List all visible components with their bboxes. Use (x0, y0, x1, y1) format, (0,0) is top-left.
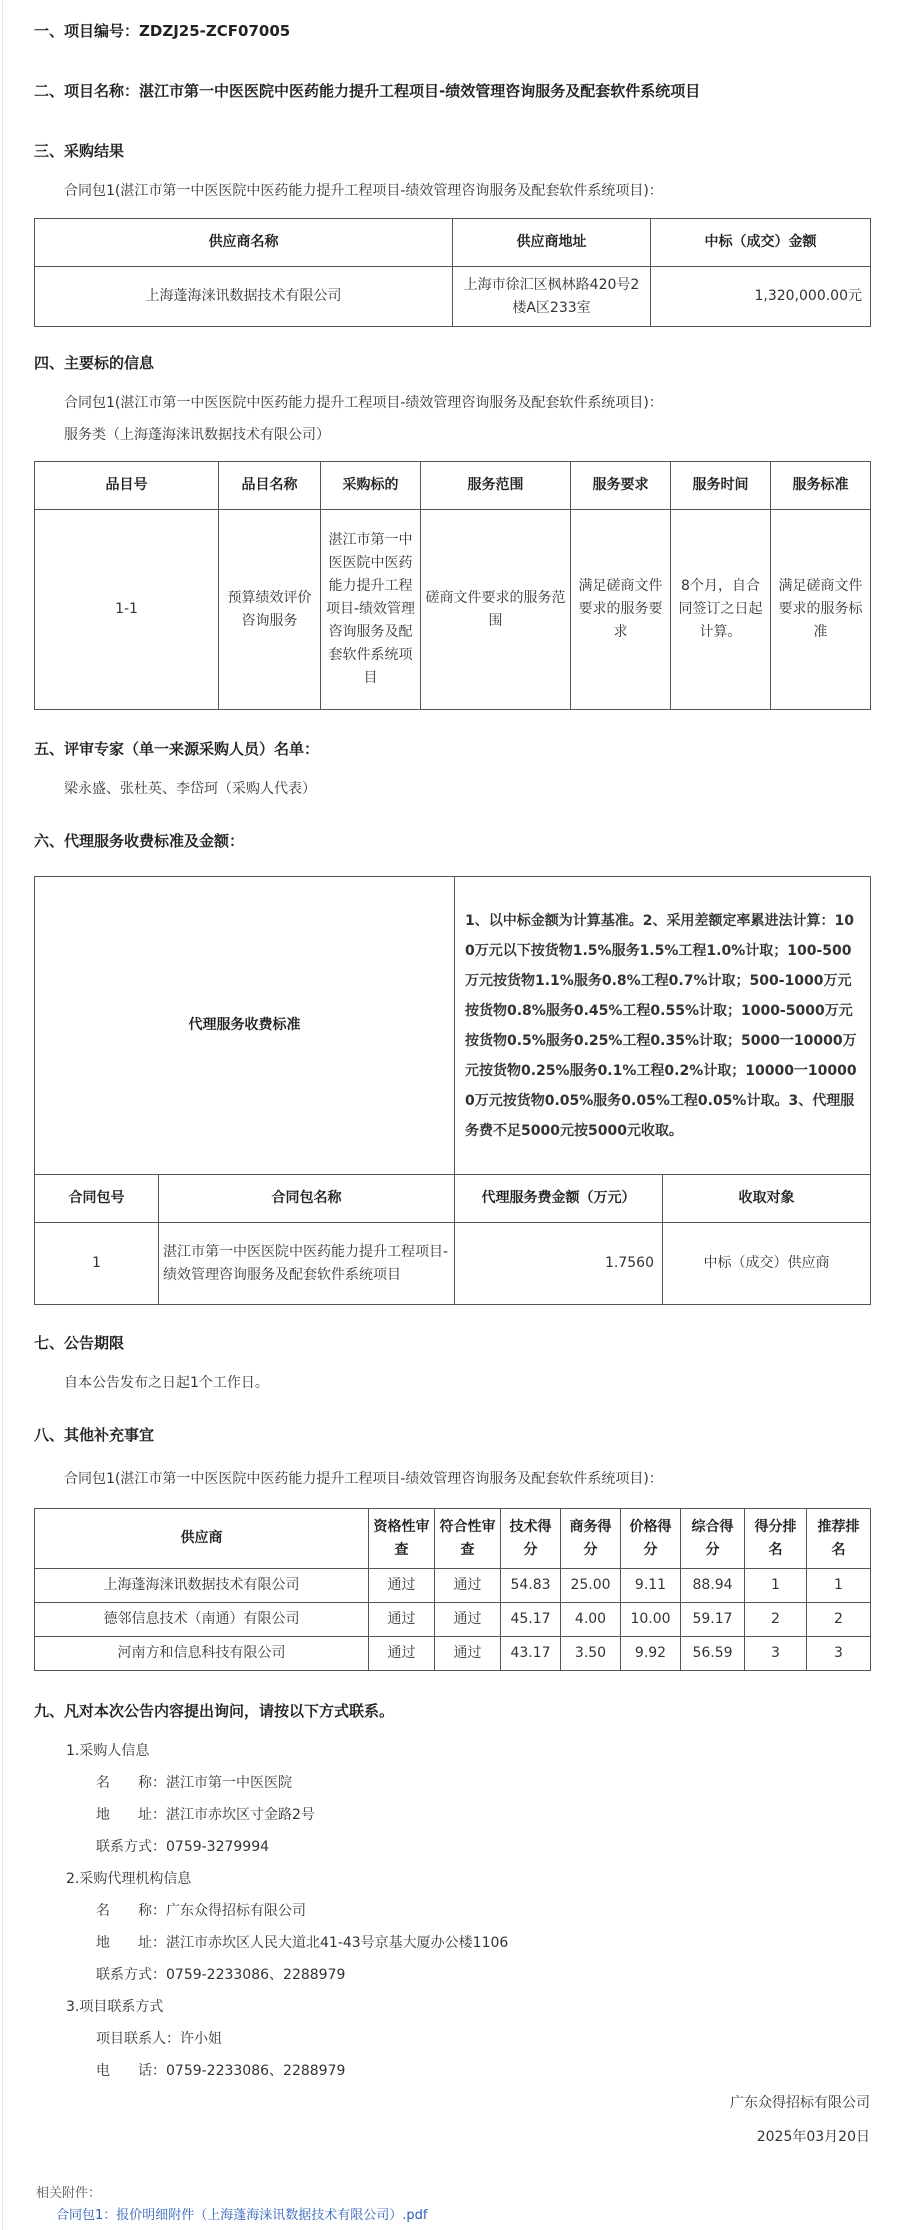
score-rank: 1 (745, 1569, 807, 1603)
table-row (35, 1637, 871, 1671)
fee-standard-label: 代理服务收费标准 (35, 877, 455, 1175)
header-supplier-name: 供应商名称 (35, 219, 453, 267)
header-time: 服务时间 (671, 462, 771, 510)
header-total-score: 综合得分 (681, 1509, 745, 1569)
supplier-name: 上海蓬海涞讯数据技术有限公司 (35, 1569, 369, 1603)
supplier-name: 上海蓬海涞讯数据技术有限公司 (35, 267, 453, 327)
package-label: 合同包1(湛江市第一中医医院中医药能力提升工程项目-绩效管理咨询服务及配套软件系统项目)： (64, 1471, 663, 1487)
header-package-no: 合同包号 (35, 1175, 159, 1223)
item-code: 1-1 (35, 510, 219, 710)
section-procurement-result: 三、采购结果 (34, 142, 125, 160)
package-no: 1 (35, 1223, 159, 1305)
item-name: 预算绩效评价咨询服务 (219, 510, 321, 710)
qualification: 通过 (369, 1637, 435, 1671)
service-time: 8个月，自合同签订之日起计算。 (671, 510, 771, 710)
header-tech-score: 技术得分 (501, 1509, 561, 1569)
package-name: 湛江市第一中医医院中医药能力提升工程项目-绩效管理咨询服务及配套软件系统项目 (159, 1223, 455, 1305)
attachments-label: 相关附件： (36, 2186, 102, 2201)
project-contact-title: 3.项目联系方式 (66, 1999, 164, 2015)
header-fee-target: 收取对象 (663, 1175, 871, 1223)
qualification: 通过 (369, 1569, 435, 1603)
service-standard: 满足磋商文件要求的服务标准 (771, 510, 871, 710)
header-item-code: 品目号 (35, 462, 219, 510)
header-subject: 采购标的 (321, 462, 421, 510)
recommend-rank: 1 (807, 1569, 871, 1603)
header-scope: 服务范围 (421, 462, 571, 510)
section-contact: 九、凡对本次公告内容提出询问，请按以下方式联系。 (34, 1702, 395, 1720)
project-contact-phone: 电 话：0759-2233086、2288979 (96, 2063, 346, 2079)
package-label: 合同包1(湛江市第一中医医院中医药能力提升工程项目-绩效管理咨询服务及配套软件系统项目)： (64, 395, 663, 411)
header-package-name: 合同包名称 (159, 1175, 455, 1223)
project-name: 二、项目名称：湛江市第一中医医院中医药能力提升工程项目-绩效管理咨询服务及配套软件系统项目 (34, 82, 701, 100)
price-score: 9.11 (621, 1569, 681, 1603)
business-score: 25.00 (561, 1569, 621, 1603)
section-notice-period: 七、公告期限 (34, 1334, 125, 1352)
fee-standard-text: 1、以中标金额为计算基准。2、采用差额定率累进法计算：100万元以下按货物1.5%服务1.5%工程1.0%计取；100-500万元按货物1.1%服务0.8%工程0.7%计取；500-1000万元按货物0.8%服务0.45%工程0.55%计取；1000-5000万元按货物0.5%服务0.25%工程0.35%计取；5000一10000万元按货物0.25%服务0.1%工程0.2%计取；10000一100000万元按货物0.05%服务0.05%工程0.05%计取。3、代理服务费不足5000元按5000元收取。 (455, 877, 871, 1175)
service-category: 服务类（上海蓬海涞讯数据技术有限公司） (64, 427, 330, 443)
agent-address: 地 址：湛江市赤坎区人民大道北41-43号京基大厦办公楼1106 (96, 1935, 509, 1951)
supplier-address: 上海市徐汇区枫林路420号2楼A区233室 (453, 267, 651, 327)
subject: 湛江市第一中医医院中医药能力提升工程项目-绩效管理咨询服务及配套软件系统项目 (321, 510, 421, 710)
expert-list: 梁永盛、张杜英、李岱珂（采购人代表） (64, 781, 316, 797)
price-score: 9.92 (621, 1637, 681, 1671)
business-score: 4.00 (561, 1603, 621, 1637)
requirement: 满足磋商文件要求的服务要求 (571, 510, 671, 710)
total-score: 59.17 (681, 1603, 745, 1637)
header-item-name: 品目名称 (219, 462, 321, 510)
fee-target: 中标（成交）供应商 (663, 1223, 871, 1305)
supplier-name: 河南方和信息科技有限公司 (35, 1637, 369, 1671)
project-contact-person: 项目联系人：许小姐 (96, 2031, 222, 2047)
header-award-amount: 中标（成交）金额 (651, 219, 871, 267)
agent-phone: 联系方式：0759-2233086、2288979 (96, 1967, 346, 1983)
header-price-score: 价格得分 (621, 1509, 681, 1569)
supplier-name: 德邻信息技术（南通）有限公司 (35, 1603, 369, 1637)
total-score: 88.94 (681, 1569, 745, 1603)
compliance: 通过 (435, 1637, 501, 1671)
project-number: 一、项目编号：ZDZJ25-ZCF07005 (34, 22, 291, 40)
header-business-score: 商务得分 (561, 1509, 621, 1569)
left-border (2, 0, 3, 2230)
buyer-address: 地 址：湛江市赤坎区寸金路2号 (96, 1807, 315, 1823)
header-requirement: 服务要求 (571, 462, 671, 510)
compliance: 通过 (435, 1603, 501, 1637)
header-recommend-rank: 推荐排名 (807, 1509, 871, 1569)
section-main-subject: 四、主要标的信息 (34, 354, 155, 372)
compliance: 通过 (435, 1569, 501, 1603)
price-score: 10.00 (621, 1603, 681, 1637)
header-qualification: 资格性审查 (369, 1509, 435, 1569)
recommend-rank: 2 (807, 1603, 871, 1637)
notice-period-text: 自本公告发布之日起1个工作日。 (64, 1375, 269, 1391)
table-row (35, 1569, 871, 1603)
buyer-phone: 联系方式：0759-3279994 (96, 1839, 270, 1855)
section-agency-fee: 六、代理服务收费标准及金额： (34, 832, 245, 850)
tech-score: 54.83 (501, 1569, 561, 1603)
tech-score: 43.17 (501, 1637, 561, 1671)
section-other-matters: 八、其他补充事宜 (34, 1426, 155, 1444)
tech-score: 45.17 (501, 1603, 561, 1637)
award-amount: 1,320,000.00元 (651, 267, 871, 327)
recommend-rank: 3 (807, 1637, 871, 1671)
header-supplier-address: 供应商地址 (453, 219, 651, 267)
fee-amount: 1.7560 (455, 1223, 663, 1305)
header-score-rank: 得分排名 (745, 1509, 807, 1569)
header-standard: 服务标准 (771, 462, 871, 510)
total-score: 56.59 (681, 1637, 745, 1671)
footer-date: 2025年03月20日 (756, 2129, 870, 2145)
buyer-info-title: 1.采购人信息 (66, 1743, 150, 1759)
business-score: 3.50 (561, 1637, 621, 1671)
agent-info-title: 2.采购代理机构信息 (66, 1871, 192, 1887)
score-rank: 2 (745, 1603, 807, 1637)
header-fee-amount: 代理服务费金额（万元） (455, 1175, 663, 1223)
result-table (34, 218, 871, 327)
package-label: 合同包1(湛江市第一中医医院中医药能力提升工程项目-绩效管理咨询服务及配套软件系统项目)： (64, 183, 663, 199)
footer-company: 广东众得招标有限公司 (730, 2095, 870, 2111)
qualification: 通过 (369, 1603, 435, 1637)
header-compliance: 符合性审查 (435, 1509, 501, 1569)
subject-table (34, 461, 871, 710)
scope: 磋商文件要求的服务范围 (421, 510, 571, 710)
agent-name: 名 称：广东众得招标有限公司 (96, 1903, 306, 1919)
section-experts: 五、评审专家（单一来源采购人员）名单： (34, 740, 320, 758)
header-supplier: 供应商 (35, 1509, 369, 1569)
buyer-name: 名 称：湛江市第一中医医院 (96, 1775, 292, 1791)
attachment-link[interactable]: 合同包1：报价明细附件（上海蓬海涞讯数据技术有限公司）.pdf (56, 2208, 428, 2223)
table-row (35, 1603, 871, 1637)
fee-table (34, 876, 871, 1305)
score-table (34, 1508, 871, 1671)
score-rank: 3 (745, 1637, 807, 1671)
